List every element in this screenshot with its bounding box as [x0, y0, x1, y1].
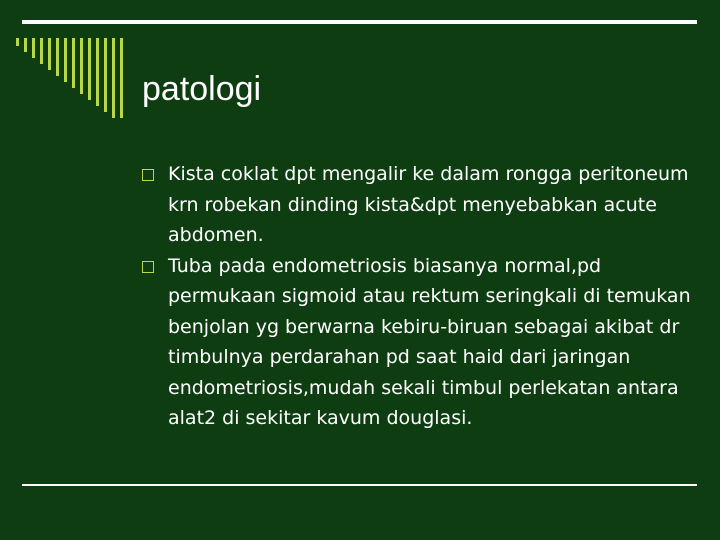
decorative-stripes — [14, 36, 144, 118]
top-divider — [22, 20, 697, 24]
bullet-item — [142, 159, 702, 251]
bullet-text: Kista coklat dpt mengalir ke dalam rongga peritoneum krn robekan dinding kista&dpt menyebabkan acute abdomen. — [168, 163, 689, 246]
bullet-text: Tuba pada endometriosis biasanya normal,pd permukaan sigmoid atau rektum seringkali di temukan benjolan yg berwarna kebiru-biruan sebagai akibat dr timbulnya perdarahan pd saat haid dari jaringan endometriosis,mudah sekali timbul perlekatan antara alat2 di sekitar kavum douglasi. — [168, 254, 691, 429]
hollow-square-icon — [142, 261, 154, 273]
slide-title: patologi — [142, 70, 262, 108]
bullet-item — [142, 251, 702, 434]
hollow-square-icon — [142, 169, 154, 181]
bullet-list — [142, 159, 702, 434]
bottom-divider — [22, 484, 697, 486]
